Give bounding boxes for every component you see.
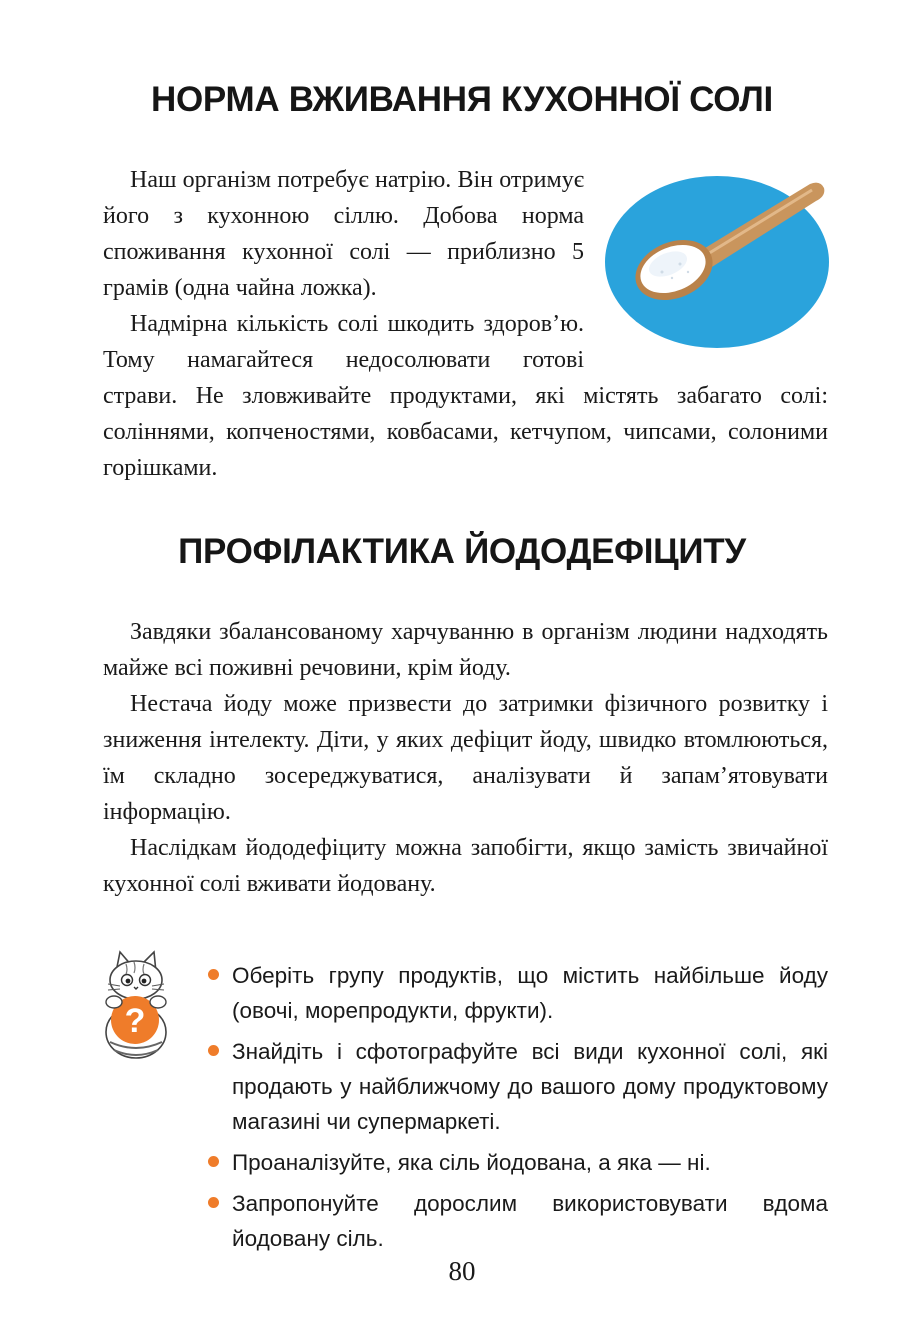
salt-spoon-illustration xyxy=(604,168,832,376)
bullet-dot-icon xyxy=(208,1156,219,1167)
task-text: Проаналізуйте, яка сіль йодована, а яка — ні. xyxy=(232,1150,711,1175)
list-item xyxy=(208,1186,828,1256)
task-text: Запропонуйте дорослим використовувати вдома йодовану сіль. xyxy=(232,1191,828,1251)
section2-paragraph-1: Завдяки збалансованому харчуванню в організм людини надходять майже всі поживні речовини, крім йоду. xyxy=(103,619,828,681)
task-list xyxy=(208,958,828,1262)
section2-paragraph-3: Наслідкам йододефіциту можна запобігти, якщо замість звичайної кухонної солі вживати йодовану. xyxy=(103,835,828,897)
section1-heading: НОРМА ВЖИВАННЯ КУХОННОЇ СОЛІ xyxy=(151,80,773,119)
section1-paragraph-1: Наш організм потребує натрію. Він отримує його з кухонною сіллю. Добова норма споживання кухонної солі — приблизно 5 грамів (одна чайна ложка). xyxy=(103,167,584,301)
section2-body xyxy=(103,614,828,902)
cat-question-icon xyxy=(98,950,174,1062)
task-text: Знайдіть і сфотографуйте всі види кухонної солі, які продають у найближчому до вашого дому продуктовому магазині чи супермаркеті. xyxy=(232,1039,828,1134)
bullet-dot-icon xyxy=(208,969,219,980)
bullet-dot-icon xyxy=(208,1045,219,1056)
list-item xyxy=(208,1034,828,1139)
page-number: 80 xyxy=(448,1256,476,1286)
section1-body xyxy=(103,162,828,486)
section2-paragraph-2: Нестача йоду може призвести до затримки фізичного розвитку і зниження інтелекту. Діти, у яких дефіцит йоду, швидко втомлюються, їм складно зосереджуватися, аналізувати й запам’ятовувати інформацію. xyxy=(103,691,828,825)
bullet-dot-icon xyxy=(208,1197,219,1208)
list-item xyxy=(208,1145,828,1180)
section1-paragraph-2: Надмірна кількість солі шкодить здоров’ю. Тому намагайтеся недосолювати готові страви. Не зловживайте продуктами, які містять забагато солі: соліннями, копченостями, ковбасами, кетчупом, чипсами, солоними горішками. xyxy=(103,311,828,481)
svg-text:?: ? xyxy=(124,1002,146,1040)
section2-heading: ПРОФІЛАКТИКА ЙОДОДЕФІЦИТУ xyxy=(178,532,746,571)
list-item xyxy=(208,958,828,1028)
task-text: Оберіть групу продуктів, що містить найбільше йоду (овочі, морепродукти, фрукти). xyxy=(232,963,828,1023)
